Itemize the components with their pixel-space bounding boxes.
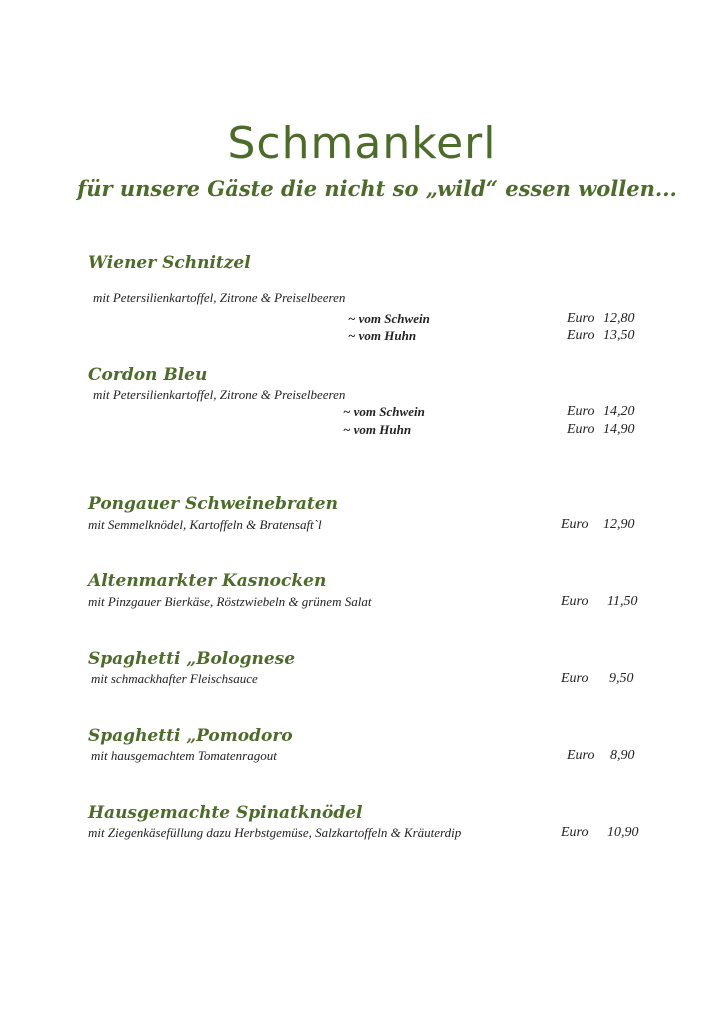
price-value: 9,50 <box>609 671 634 686</box>
price-value: 14,20 <box>603 404 635 419</box>
variant-label-schwein: ~ vom Schwein <box>343 404 425 419</box>
variant-label-huhn: ~ vom Huhn <box>348 328 417 343</box>
price-value: 14,90 <box>603 422 635 437</box>
price-currency: Euro <box>567 311 595 326</box>
price-value: 12,90 <box>603 517 635 532</box>
dish-name-wiener-schnitzel: Wiener Schnitzel <box>88 253 251 273</box>
page-title: Schmankerl <box>227 118 497 169</box>
dish-name-spaghetti-pomodoro: Spaghetti „Pomodoro <box>88 726 293 746</box>
dish-description-wiener-schnitzel: mit Petersilienkartoffel, Zitrone & Preiselbeeren <box>93 290 346 305</box>
dish-name-pongauer-schweinebraten: Pongauer Schweinebraten <box>88 494 338 514</box>
price-value: 13,50 <box>603 328 635 343</box>
dish-name-cordon-bleu: Cordon Bleu <box>88 365 208 385</box>
price-currency: Euro <box>561 671 589 686</box>
price-currency: Euro <box>561 825 589 840</box>
price-value: 10,90 <box>607 825 639 840</box>
price-currency: Euro <box>567 328 595 343</box>
dish-description-spaghetti-pomodoro: mit hausgemachtem Tomatenragout <box>91 748 277 763</box>
price-currency: Euro <box>561 517 589 532</box>
dish-description-spaghetti-bolognese: mit schmackhafter Fleischsauce <box>91 671 258 686</box>
variant-label-schwein: ~ vom Schwein <box>348 311 430 326</box>
page-subtitle: für unsere Gäste die nicht so „wild“ essen wollen... <box>77 176 677 201</box>
dish-name-spaghetti-bolognese: Spaghetti „Bolognese <box>88 649 296 669</box>
dish-name-hausgemachte-spinatknoedel: Hausgemachte Spinatknödel <box>88 803 363 823</box>
dish-name-altenmarkter-kasnocken: Altenmarkter Kasnocken <box>88 571 327 591</box>
price-value: 8,90 <box>610 748 635 763</box>
price-currency: Euro <box>567 404 595 419</box>
dish-description-cordon-bleu: mit Petersilienkartoffel, Zitrone & Preiselbeeren <box>93 387 346 402</box>
dish-description-hausgemachte-spinatknoedel: mit Ziegenkäsefüllung dazu Herbstgemüse, Salzkartoffeln & Kräuterdip <box>88 825 462 840</box>
variant-label-huhn: ~ vom Huhn <box>343 422 412 437</box>
price-currency: Euro <box>567 422 595 437</box>
dish-description-altenmarkter-kasnocken: mit Pinzgauer Bierkäse, Röstzwiebeln & grünem Salat <box>88 594 372 609</box>
price-value: 12,80 <box>603 311 635 326</box>
price-currency: Euro <box>561 594 589 609</box>
price-value: 11,50 <box>607 594 638 609</box>
dish-description-pongauer-schweinebraten: mit Semmelknödel, Kartoffeln & Bratensaft`l <box>88 517 322 532</box>
price-currency: Euro <box>567 748 595 763</box>
